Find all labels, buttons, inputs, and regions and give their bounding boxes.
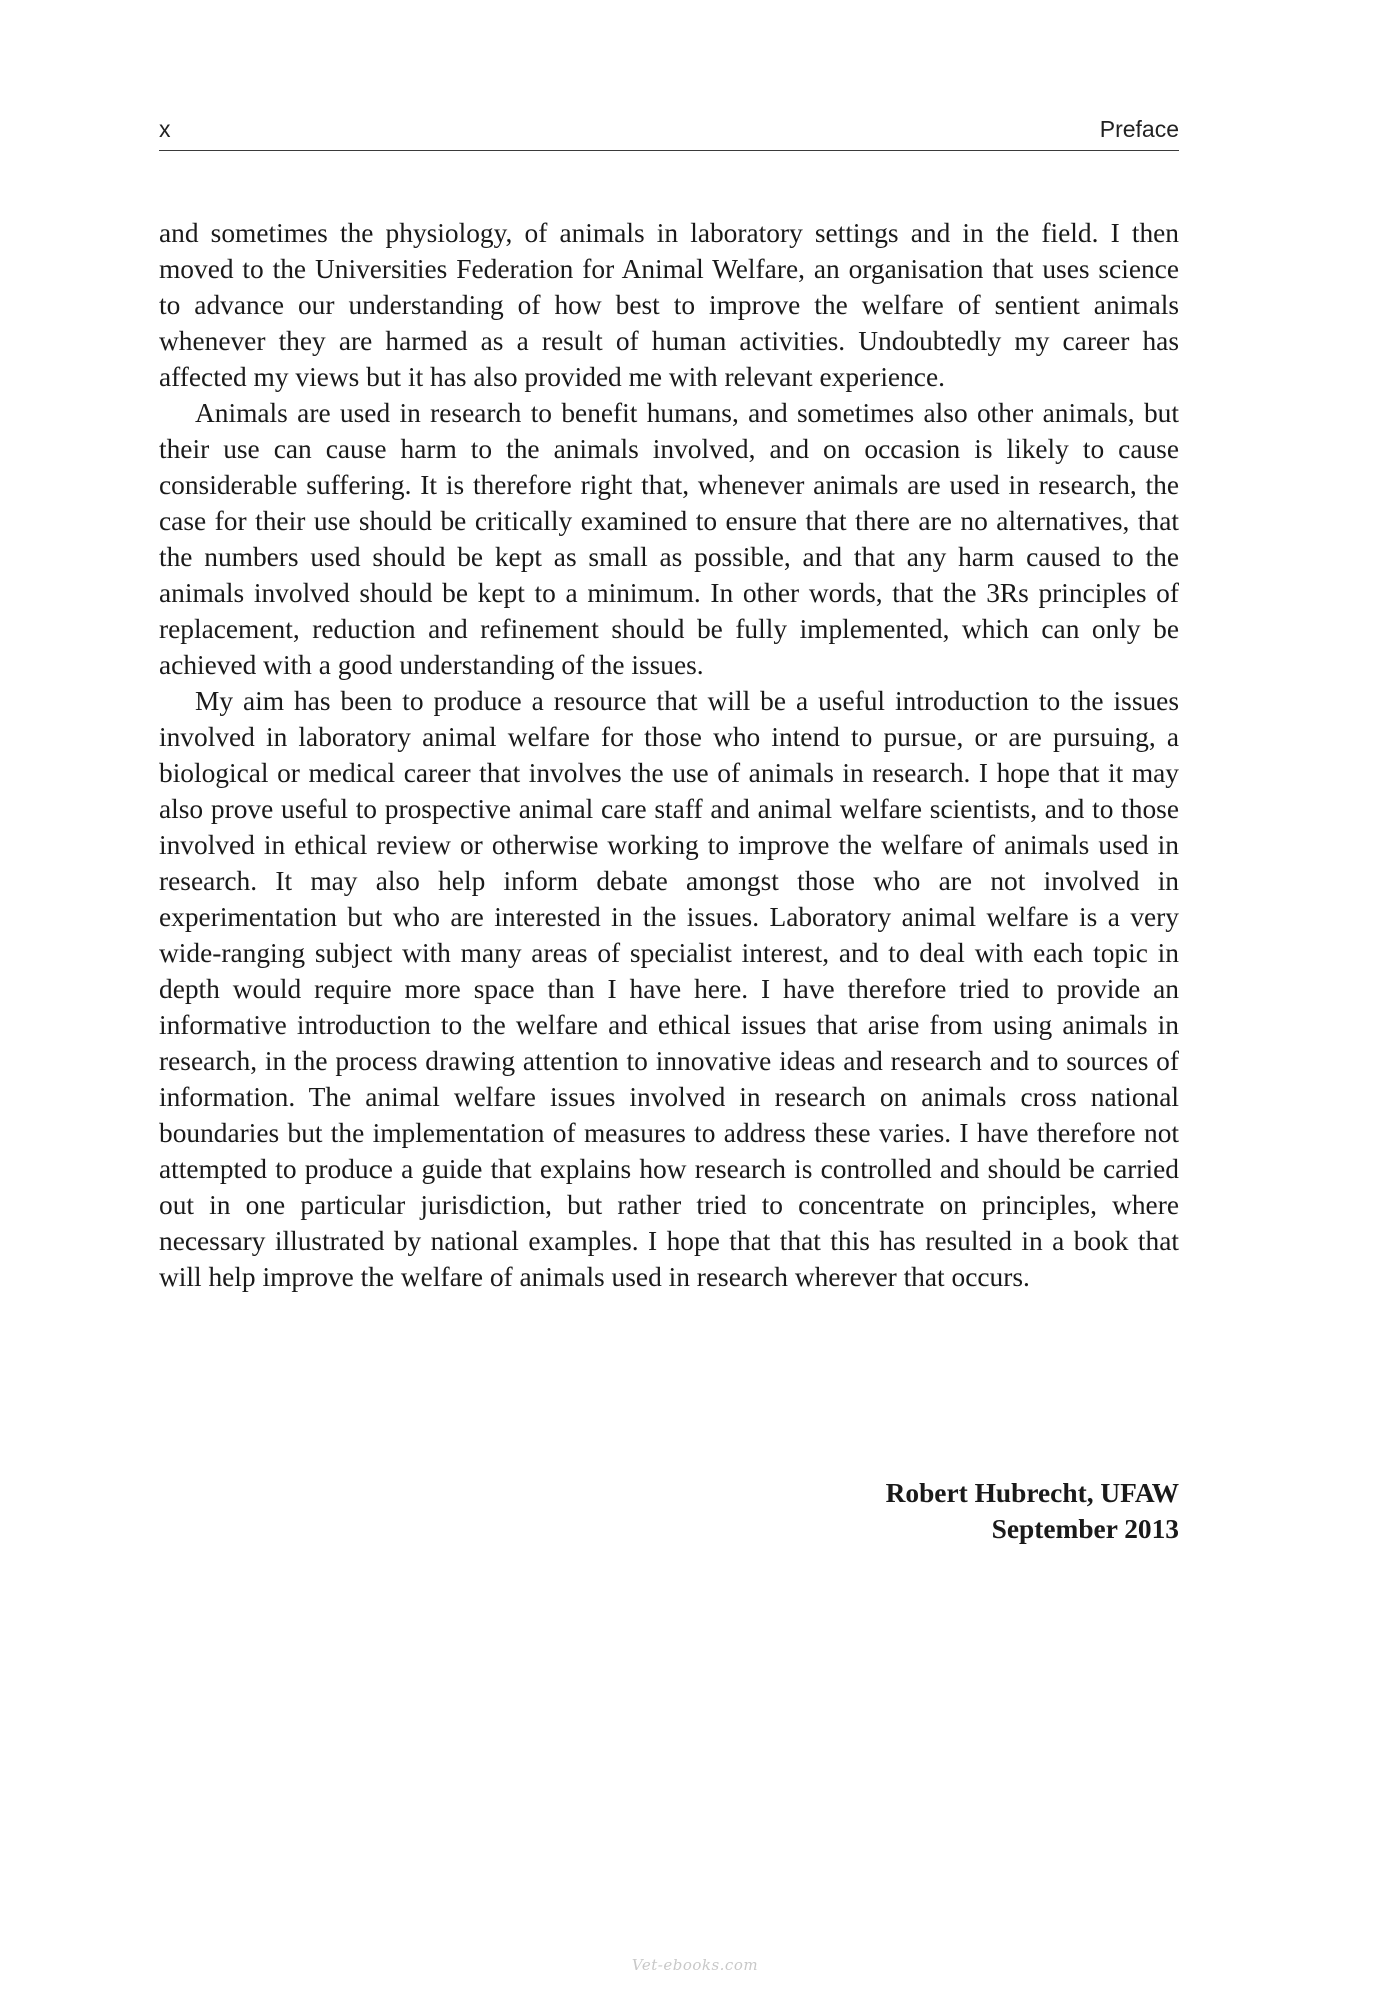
- signature-date: September 2013: [991, 1514, 1179, 1544]
- preface-body: [159, 215, 1179, 1295]
- paragraph-2: Animals are used in research to benefit humans, and sometimes also other animals, but their use can cause harm to the animals involved, and on occasion is likely to cause considerable suffering. It is therefore right that, whenever animals are used in research, the case for their use should be critically examined to ensure that there are no alternatives, that the numbers used should be kept as small as possible, and that any harm caused to the animals involved should be kept to a minimum. In other words, that the 3Rs principles of replacement, reduction and refinement should be fully implemented, which can only be achieved with a good understanding of the issues.: [159, 398, 1179, 680]
- paragraph-1: and sometimes the physiology, of animals in laboratory settings and in the field. I then moved to the Universities Federation for Animal Welfare, an organisation that uses science to advance our understanding of how best to improve the welfare of sentient animals whenever they are harmed as a result of human activities. Undoubtedly my career has affected my views but it has also provided me with relevant experience.: [159, 218, 1179, 392]
- running-title: Preface: [1099, 116, 1179, 142]
- signature-block: [159, 1475, 1179, 1547]
- watermark: Vet-ebooks.com: [631, 1956, 759, 1974]
- page-number: x: [159, 116, 171, 142]
- running-header: [159, 112, 1179, 151]
- paragraph-3: My aim has been to produce a resource that will be a useful introduction to the issues involved in laboratory animal welfare for those who intend to pursue, or are pursuing, a biological or medical career that involves the use of animals in research. I hope that it may also prove useful to prospective animal care staff and animal welfare scientists, and to those involved in ethical review or otherwise working to improve the welfare of animals used in research. It may also help inform debate amongst those who are not involved in experimentation but who are interested in the issues. Laboratory animal welfare is a very wide-ranging subject with many areas of specialist interest, and to deal with each topic in depth would require more space than I have here. I have therefore tried to provide an informative introduction to the welfare and ethical issues that arise from using animals in research, in the process drawing attention to innovative ideas and research and to sources of information. The animal welfare issues involved in research on animals cross national boundaries but the implementation of measures to address these varies. I have therefore not attempted to produce a guide that explains how research is controlled and should be carried out in one particular jurisdiction, but rather tried to concentrate on principles, where necessary illustrated by national examples. I hope that that this has resulted in a book that will help improve the welfare of animals used in research wherever that occurs.: [159, 686, 1179, 1292]
- author-name: Robert Hubrecht, UFAW: [885, 1478, 1179, 1508]
